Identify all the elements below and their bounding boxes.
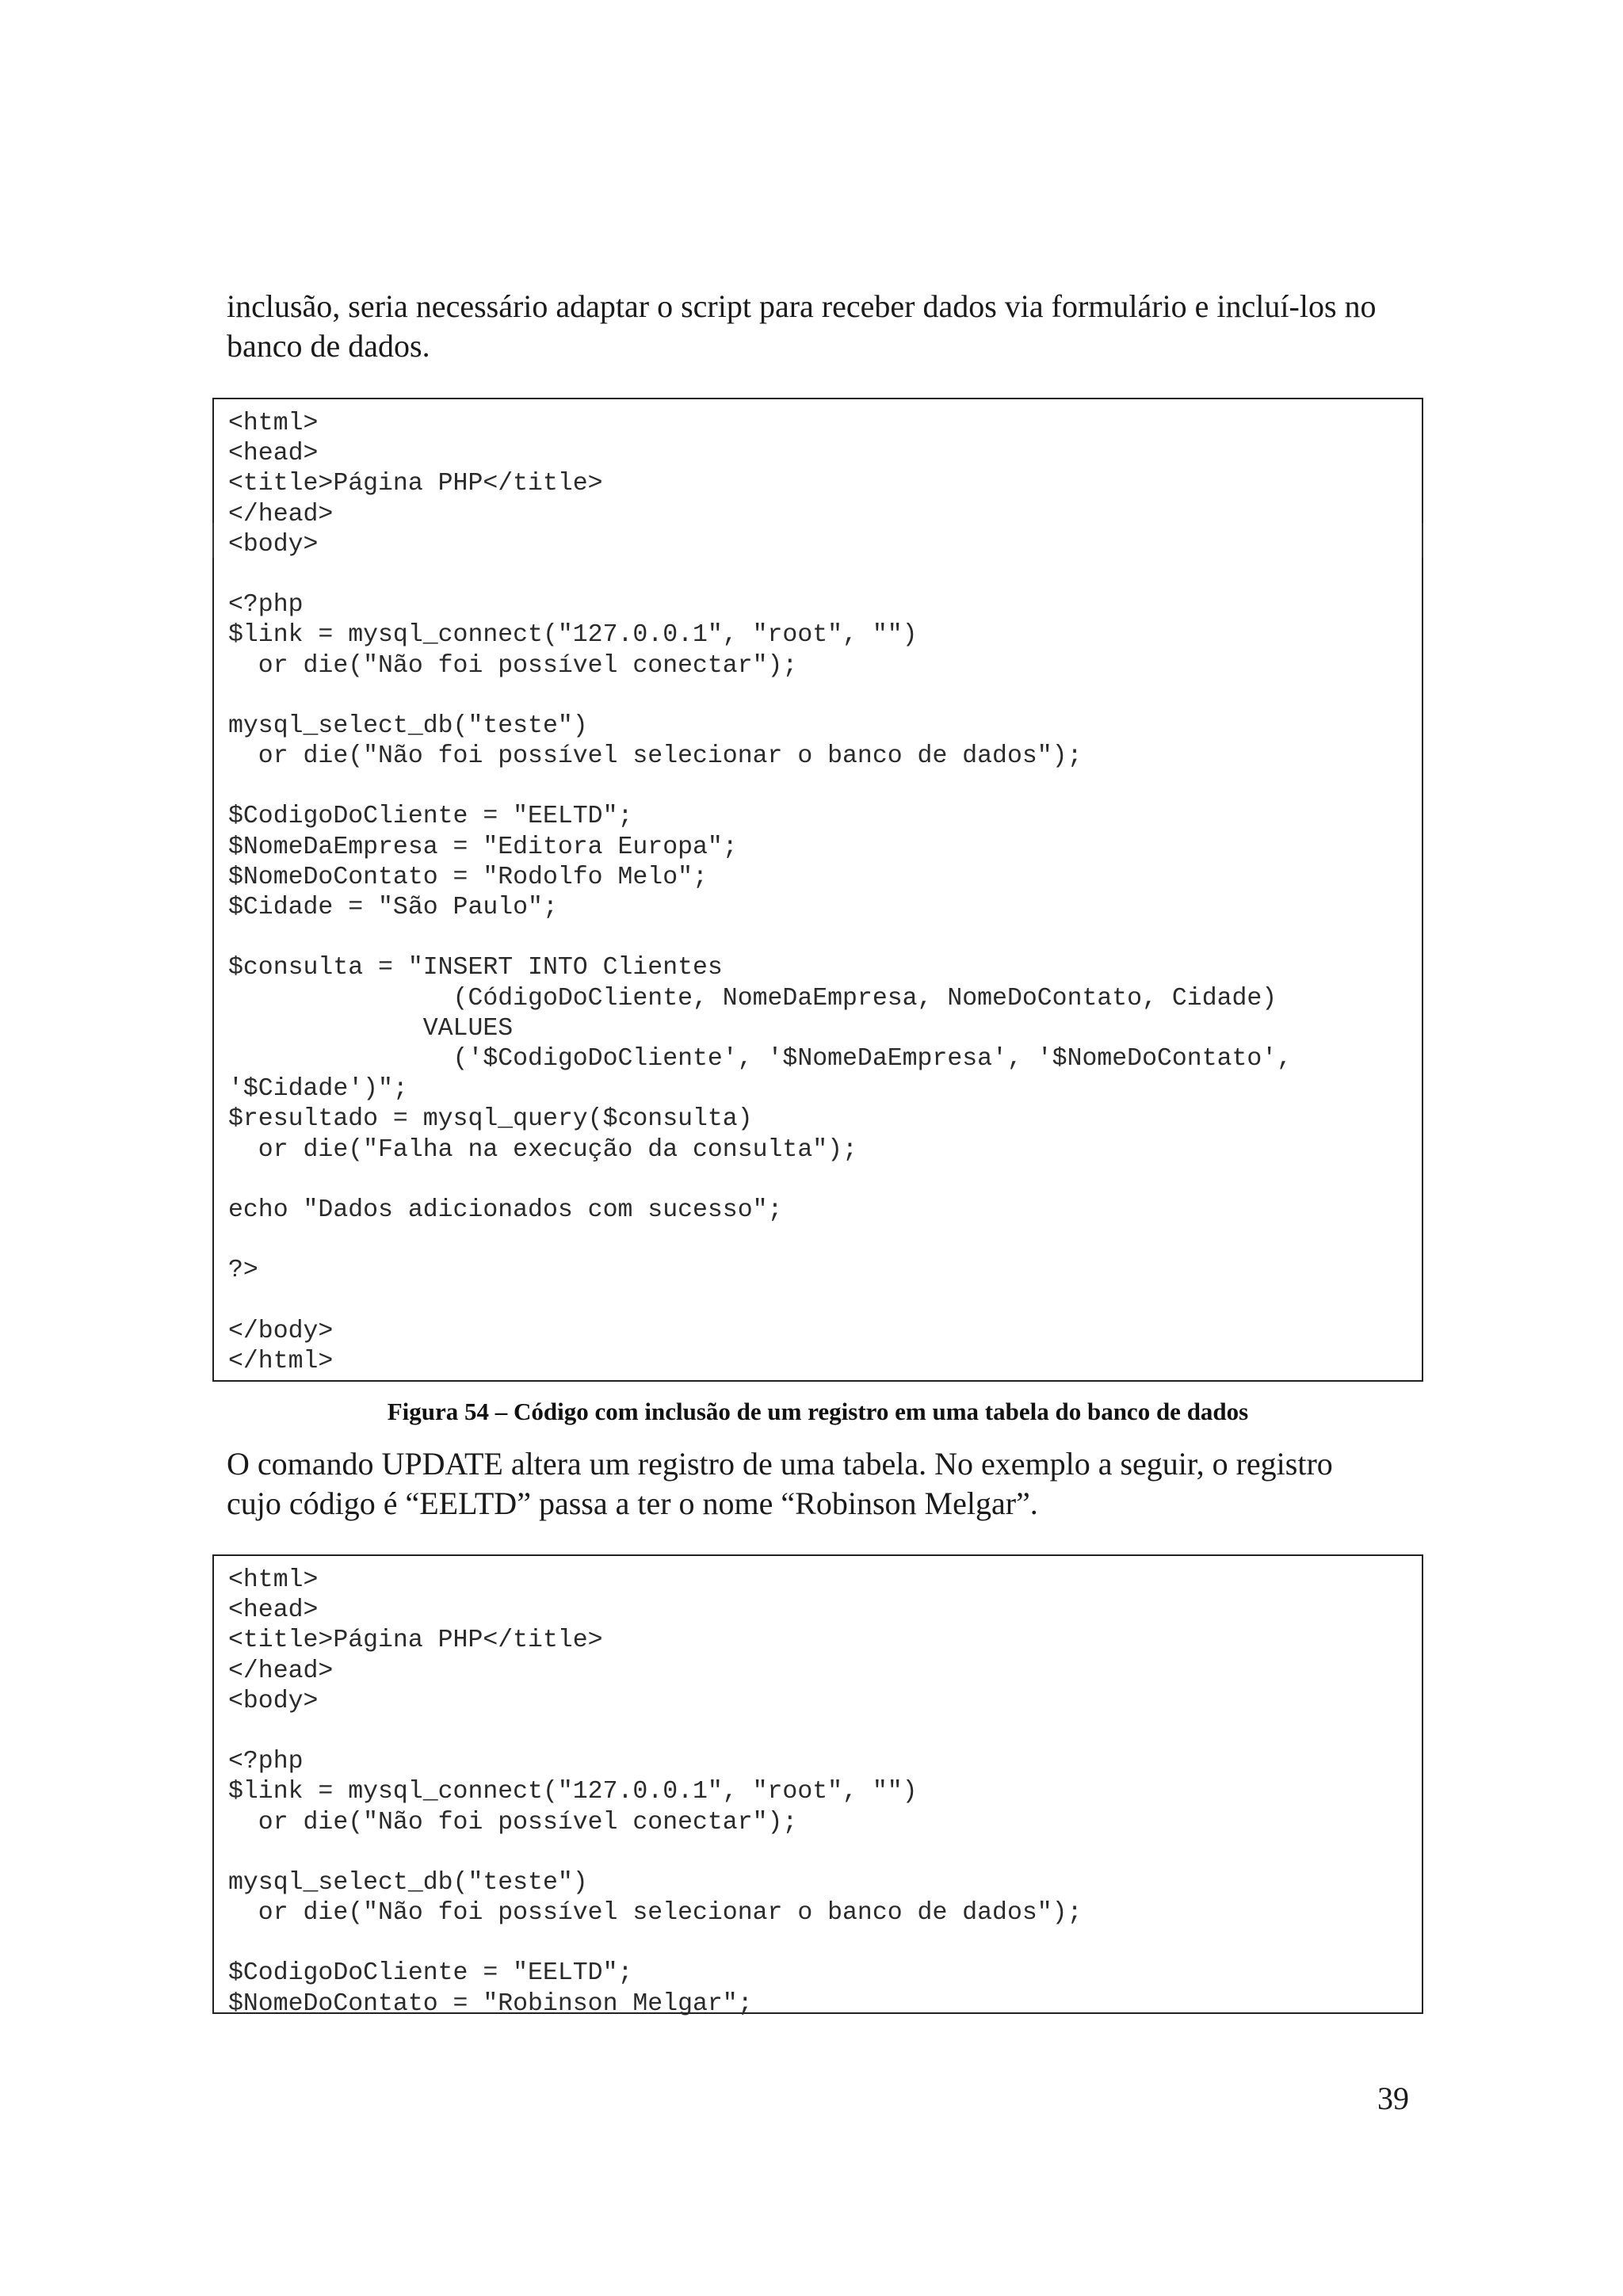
code-line: or die("Não foi possível conectar"); <box>228 651 798 680</box>
code-line: </head> <box>228 500 334 528</box>
code-line: $NomeDoContato = "Robinson Melgar"; <box>228 1989 753 2018</box>
code-line: <title>Página PHP</title> <box>228 470 603 498</box>
scan-edge-mark-left <box>212 523 214 558</box>
code-line: <body> <box>228 530 319 559</box>
code-line: $CodigoDoCliente = "EELTD"; <box>228 803 633 831</box>
figure-caption: Figura 54 – Código com inclusão de um registro em uma tabela do banco de dados <box>387 1398 1249 1425</box>
code-line: <?php <box>228 1748 304 1776</box>
code-line: </head> <box>228 1657 334 1685</box>
code-line: <head> <box>228 440 319 468</box>
code-block-update <box>212 1554 1423 2018</box>
code-line: $resultado = mysql_query($consulta) <box>228 1105 753 1134</box>
code-line: $consulta = "INSERT INTO Clientes <box>228 954 723 982</box>
page-number: 39 <box>1377 2081 1409 2116</box>
code-line: ('$CodigoDoCliente', '$NomeDaEmpresa', '$NomeDoContato', <box>228 1044 1293 1073</box>
code-line: <html> <box>228 1566 319 1594</box>
code-line: $Cidade = "São Paulo"; <box>228 894 558 921</box>
code-line: mysql_select_db("teste") <box>228 711 588 740</box>
code-line: mysql_select_db("teste") <box>228 1868 588 1897</box>
code-line <box>228 1286 1422 1316</box>
code-line <box>228 1838 1422 1868</box>
code-line <box>228 1928 1422 1958</box>
code-line <box>228 681 1422 711</box>
code-line <box>228 1165 1422 1196</box>
code-line: </html> <box>228 1347 334 1375</box>
code-line: or die("Falha na execução da consulta"); <box>228 1135 857 1164</box>
code-line <box>228 560 1422 590</box>
code-line: $link = mysql_connect("127.0.0.1", "root", "") <box>228 1778 918 1806</box>
code-line: VALUES <box>228 1014 514 1043</box>
code-line: <body> <box>228 1687 319 1715</box>
code-line: $CodigoDoCliente = "EELTD"; <box>228 1959 633 1988</box>
code-line: ?> <box>228 1257 258 1285</box>
update-paragraph: O comando UPDATE altera um registro de uma tabela. No exemplo a seguir, o registro cujo código é “EELTD” passa a ter o nome “Robinson Melgar”. <box>227 1446 1333 1521</box>
code-line: $link = mysql_connect("127.0.0.1", "root", "") <box>228 621 918 650</box>
code-line: <head> <box>228 1596 319 1625</box>
code-block-insert <box>212 398 1423 1382</box>
code-line: '$Cidade')"; <box>228 1075 408 1104</box>
code-line: <title>Página PHP</title> <box>228 1627 603 1655</box>
code-line: $NomeDoContato = "Rodolfo Melo"; <box>228 863 708 891</box>
code-line <box>228 923 1422 953</box>
code-line: <?php <box>228 591 304 620</box>
code-line <box>228 1226 1422 1256</box>
code-line: or die("Não foi possível selecionar o banco de dados"); <box>228 1899 1083 1928</box>
code-line: or die("Não foi possível conectar"); <box>228 1808 798 1836</box>
scan-edge-mark-right <box>1422 523 1423 558</box>
intro-paragraph: inclusão, seria necessário adaptar o script para receber dados via formulário e incluí-los no banco de dados. <box>227 288 1377 364</box>
code-line: </body> <box>228 1317 334 1345</box>
code-line <box>228 772 1422 802</box>
code-line: (CódigoDoCliente, NomeDaEmpresa, NomeDoContato, Cidade) <box>228 984 1277 1013</box>
code-line: or die("Não foi possível selecionar o banco de dados"); <box>228 742 1083 771</box>
code-line: echo "Dados adicionados com sucesso"; <box>228 1196 783 1224</box>
code-line <box>228 1717 1422 1747</box>
code-line: $NomeDaEmpresa = "Editora Europa"; <box>228 833 738 861</box>
code-line: <html> <box>228 410 319 437</box>
